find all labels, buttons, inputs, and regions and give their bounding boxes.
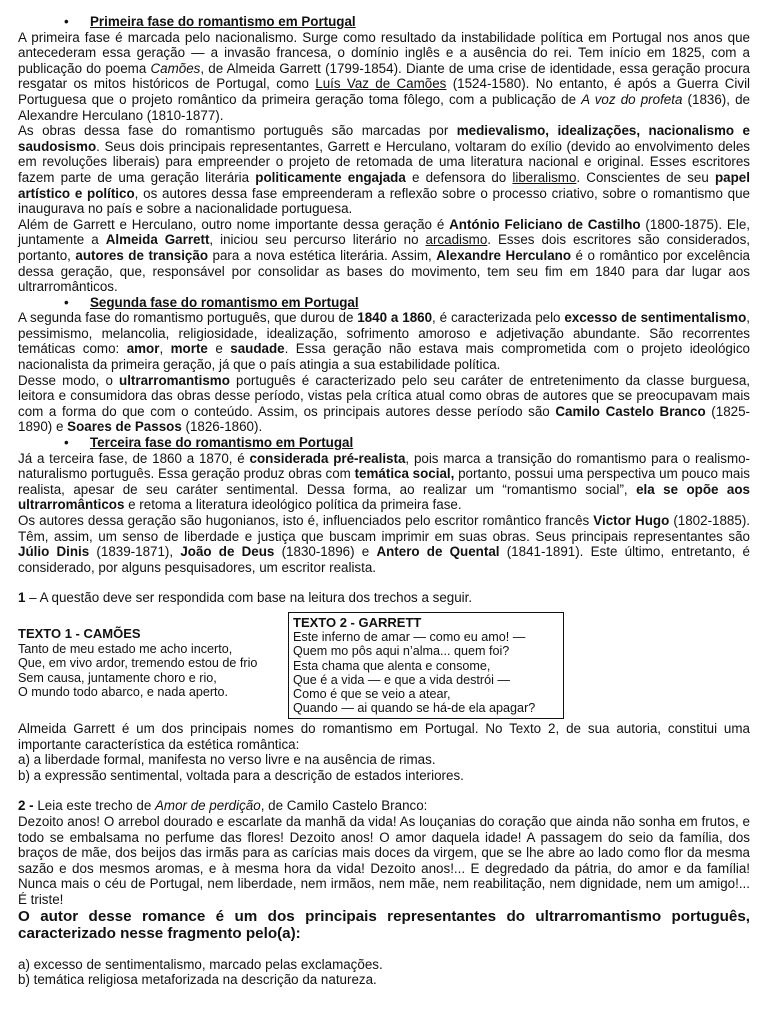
poem-line: O mundo todo abarco, e nada aperto. [18,684,229,699]
section-heading-primeira-fase: • Primeira fase do romantismo em Portugal [18,14,750,30]
answer-option-b[interactable]: b) a expressão sentimental, voltada para a descrição de estados interiores. [18,767,464,783]
answer-option-a[interactable]: a) a liberdade formal, manifesta no verso livre e na ausência de rimas. [18,752,436,768]
answer-option-b[interactable]: b) temática religiosa metaforizada na descrição da natureza. [18,972,377,988]
question-2-prompt: O autor desse romance é um dos principais representantes do ultrarromantismo português, caracterizado nesse fragmento pelo(a): [18,907,750,942]
section-heading-segunda-fase: • Segunda fase do romantismo em Portugal [18,295,750,311]
paragraph: A segunda fase do romantismo português, que durou de 1840 a 1860, é caracterizada pelo excesso de sentimentalismo, pessimismo, melancolia, religiosidade, idealização, sofrimento amoroso e adjetivação abundante. São recorrentes temáticas como: amor, morte e saudade. Essa geração não estava mais comprometida com o projeto ideológico nacionalista da primeira geração, já que o país atingia a sua estabilidade política. [18,310,750,373]
paragraph: A primeira fase é marcada pelo nacionalismo. Surge como resultado da instabilidade política em Portugal nos anos que antecederam essa geração — a invasão francesa, o domínio inglês e a ausência do rei. Tem início em 1825, com a publicação do poema Camões, de Almeida Garrett (1799-1854). Diante de uma crise de identidade, essa geração procura resgatar os mitos históricos de Portugal, como Luís Vaz de Camões (1524-1580). No entanto, é após a Guerra Civil Portuguesa que o projeto romântico da primeira geração toma fôlego, com a publicação de A voz do profeta (1836), de Alexandre Herculano (1810-1877). [18,29,751,123]
texto-1-poem [18,627,278,699]
paragraph: Já a terceira fase, de 1860 a 1870, é considerada pré-realista, pois marca a transição do romantismo para o realismo-naturalismo português. Essa geração produz obras com temática social, portanto, possui uma perspectiva um pouco mais realista, apesar de seu caráter sentimental. Dessa forma, ao realizar um “romantismo social”, ela se opõe aos ultrarromânticos e retoma a literatura ideológico política da primeira fase. [18,450,751,513]
poems-area [18,609,750,721]
paragraph: Desse modo, o ultrarromantismo português é caracterizado pelo seu caráter de entretenimento da classe burguesa, leitora e consumidora das obras desse período, vistas pela crítica atual como obras de autores que se preocupavam mais com a forma do que com o conteúdo. Assim, os principais autores desse período são Camilo Castelo Branco (1825-1890) e Soares de Passos (1826-1860). [18,372,750,435]
poem-line: Que, em vivo ardor, tremendo estou de frio [18,656,258,671]
question-2-intro: 2 - Leia este trecho de Amor de perdição, de Camilo Castelo Branco: [18,798,428,814]
texto-2-poem-box [288,612,564,719]
question-1-intro: 1 – A questão deve ser respondida com base na leitura dos trechos a seguir. [18,590,473,606]
poem-line: Tanto de meu estado me acho incerto, [18,642,233,657]
poem-line: Quando — ai quando se há-de ela apagar? [293,701,536,716]
poem-line: Este inferno de amar — como eu amo! — [293,630,526,645]
texto-2-title: TEXTO 2 - GARRETT [293,614,422,630]
paragraph: Os autores dessa geração são hugonianos, isto é, influenciados pelo escritor romântico francês Victor Hugo (1802-1885). Têm, assim, um senso de liberdade e justiça que buscam imprimir em suas obras. Seus principais representantes são Júlio Dinis (1839-1871), João de Deus (1830-1896) e Antero de Quental (1841-1891). Este último, entretanto, é considerado, por alguns pesquisadores, um escritor realista. [18,513,750,575]
poem-line: Como é que se veio a atear, [293,686,451,701]
link-camoes[interactable]: Luís Vaz de Camões [315,76,447,92]
texto-1-title: TEXTO 1 - CAMÕES [18,625,141,641]
poem-line: Quem mo pôs aqui n’alma... quem foi? [293,644,510,659]
answer-option-a[interactable]: a) excesso de sentimentalismo, marcado pelas exclamações. [18,956,383,972]
paragraph: As obras dessa fase do romantismo português são marcadas por medievalismo, idealizações, nacionalismo e saudosismo. Seus dois principais representantes, Garrett e Herculano, voltaram do exílio (devido ao envolvimento deles em revoluções liberais) para empreender o projeto de retomada de uma literatura nacional e original. Esses escritores fazem parte de uma geração literária politicamente engajada e defensora do liberalismo. Conscientes de seu papel artístico e político, os autores dessa fase empreenderam a reflexão sobre o processo criativo, sobre o romantismo que inaugurava no país e sobre a nacionalidade portuguesa. [18,123,750,217]
question-2-excerpt: Dezoito anos! O arrebol dourado e escarlate da manhã da vida! As louçanias do coração que ainda não sonha em frutos, e todo se embalsama no perfume das flores! Dezoito anos! O amor daquela idade! A passagem do seio da família, dos braços de mãe, dos beijos das irmãs para as carícias mais doces da virgem, que se lhe abre ao lado como flor da mesma sazão e dos mesmos aromas, e à mesma hora da vida! Dezoito anos!... E degredado da pátria, do amor e da família! Nunca mais o céu de Portugal, nem liberdade, nem irmãos, nem mãe, nem reabilitação, nem dignidade, nem um amigo!... É triste! [18,813,750,907]
poem-line: Que é a vida — e que a vida destrói — [293,672,511,687]
section-heading-terceira-fase: • Terceira fase do romantismo em Portugal [18,435,750,451]
document-page [18,14,750,988]
paragraph: Além de Garrett e Herculano, outro nome importante dessa geração é António Feliciano de Castilho (1800-1875). Ele, juntamente a Almeida Garrett, iniciou seu percurso literário no arcadismo. Esses dois escritores são considerados, portanto, autores de transição para a nova estética literária. Assim, Alexandre Herculano é o romântico por excelência dessa geração, que, responsável por consolidar as bases do movimento, tem seu fim em 1840 para dar lugar aos ultrarromânticos. [18,216,750,295]
question-1-stem: Almeida Garrett é um dos principais nomes do romantismo em Portugal. No Texto 2, de sua autoria, constitui uma importante característica da estética romântica: [18,720,750,752]
link-arcadismo[interactable]: arcadismo [425,232,488,248]
poem-line: Sem causa, juntamente choro e rio, [18,670,217,685]
poem-line: Esta chama que alenta e consome, [293,658,491,673]
link-liberalismo[interactable]: liberalismo [512,169,577,185]
